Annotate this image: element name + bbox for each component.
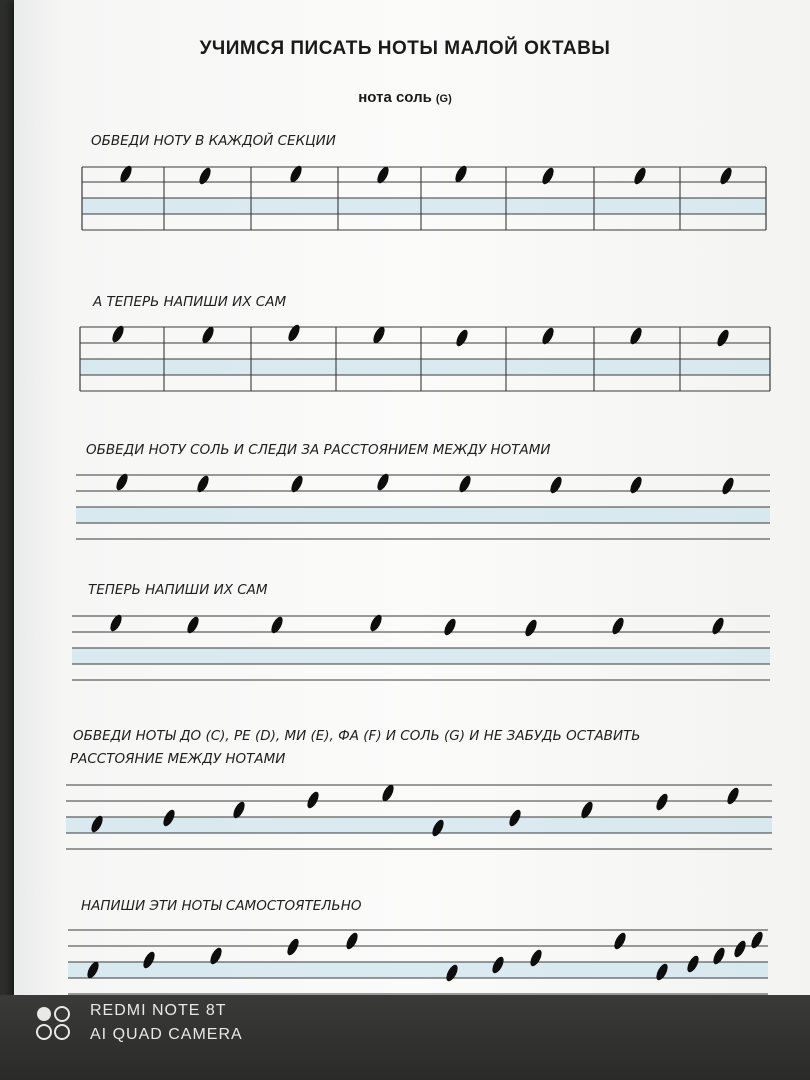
staff-5-note — [380, 783, 396, 803]
staff-6-note — [344, 931, 360, 951]
watermark-model: REDMI NOTE 8T — [90, 1002, 227, 1019]
staff-6-note — [612, 931, 628, 951]
section-5-instruction-line2: РАССТОЯНИЕ МЕЖДУ НОТАМИ — [70, 751, 286, 767]
staff-5-note — [654, 792, 670, 812]
staff-4-note — [610, 616, 626, 636]
staff-2-highlight-band — [80, 359, 770, 375]
staff-3-highlight-band — [76, 507, 770, 523]
subtitle-note-letter: (G) — [435, 93, 452, 105]
staff-1-highlight-band — [82, 198, 766, 214]
section-1-instruction: ОБВЕДИ НОТУ В КАЖДОЙ СЕКЦИИ — [91, 133, 336, 149]
staff-4-note — [523, 618, 539, 638]
staff-3-note — [628, 475, 644, 495]
staff-6-note — [732, 939, 748, 959]
subtitle-text: нота соль — [358, 89, 432, 106]
watermark-camera: AI QUAD CAMERA — [90, 1026, 243, 1043]
staff-5-note — [305, 790, 321, 810]
worksheet-title: УЧИМСЯ ПИСАТЬ НОТЫ МАЛОЙ ОКТАВЫ — [199, 38, 611, 59]
staff-5-note — [725, 786, 741, 806]
staff-2-note — [200, 325, 216, 345]
camera-lens-icon — [34, 1004, 74, 1042]
staff-1-note — [718, 166, 734, 186]
staff-2-note — [286, 323, 302, 343]
staff-3-note — [720, 476, 736, 496]
staff-1-note — [197, 166, 213, 186]
staff-4-note — [442, 617, 458, 637]
staff-4-highlight-band — [72, 648, 770, 664]
staff-1-note — [540, 166, 556, 186]
section-4-instruction: ТЕПЕРЬ НАПИШИ ИХ САМ — [88, 582, 268, 598]
staff-4-note — [710, 616, 726, 636]
staff-6-note — [749, 930, 765, 950]
staff-1-note — [632, 166, 648, 186]
staff-3-note — [548, 475, 564, 495]
section-2-instruction: А ТЕПЕРЬ НАПИШИ ИХ САМ — [93, 294, 287, 310]
section-6-instruction: НАПИШИ ЭТИ НОТЫ САМОСТОЯТЕЛЬНО — [81, 898, 362, 914]
section-3-instruction: ОБВЕДИ НОТУ СОЛЬ И СЛЕДИ ЗА РАССТОЯНИЕМ МЕЖДУ НОТАМИ — [86, 442, 551, 458]
section-5-instruction: ОБВЕДИ НОТЫ ДО (C), РЕ (D), МИ (E), ФА (F) И СОЛЬ (G) И НЕ ЗАБУДЬ ОСТАВИТЬ — [73, 728, 641, 744]
staff-2-note — [454, 328, 470, 348]
staff-2-note — [715, 328, 731, 348]
staff-6-note — [285, 937, 301, 957]
staff-2-note — [371, 325, 387, 345]
